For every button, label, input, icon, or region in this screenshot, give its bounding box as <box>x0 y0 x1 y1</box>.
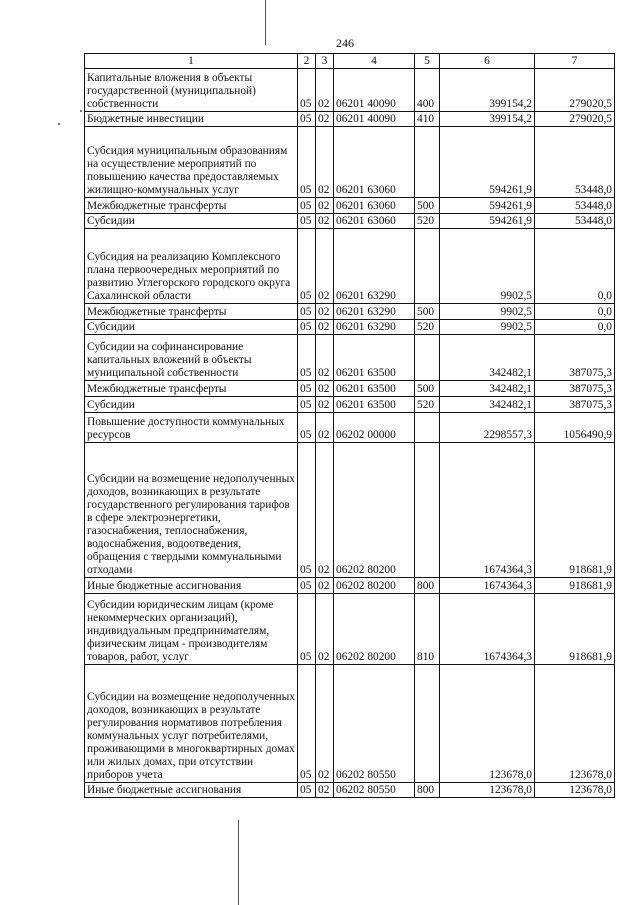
row-target-article: 06201 40090 <box>334 112 415 127</box>
table-row <box>85 665 615 783</box>
row-target-article: 06201 63290 <box>334 304 415 320</box>
row-amount-col6: 342482,1 <box>440 381 535 397</box>
table-row <box>85 594 615 665</box>
row-name: Иные бюджетные ассигнования <box>85 578 298 594</box>
column-header: 5 <box>415 54 440 69</box>
table-row <box>85 198 615 214</box>
row-expense-type <box>415 335 440 381</box>
row-section: 05 <box>298 335 316 381</box>
table-row <box>85 229 615 304</box>
row-amount-col7: 279020,5 <box>535 69 615 112</box>
row-amount-col6: 342482,1 <box>440 397 535 413</box>
table-row <box>85 381 615 397</box>
row-name: Субсидия муниципальным образованиям на осуществление мероприятий по повышению качества предоставляемых жилищно-коммунальных услуг <box>85 127 298 198</box>
row-subsection: 02 <box>316 594 334 665</box>
row-name: Иные бюджетные ассигнования <box>85 783 298 798</box>
row-name: Межбюджетные трансферты <box>85 304 298 320</box>
row-section: 05 <box>298 665 316 783</box>
row-name: Субсидии на возмещение недополученных доходов, возникающих в результате регулирования нормативов потребления коммунальных услуг потребителями, проживающими в многоквартирных домах или жилых домах, при отсутствии приборов учета <box>85 665 298 783</box>
row-target-article: 06202 00000 <box>334 413 415 443</box>
row-expense-type: 520 <box>415 320 440 335</box>
row-subsection: 02 <box>316 127 334 198</box>
row-amount-col6: 594261,9 <box>440 198 535 214</box>
row-target-article: 06201 63060 <box>334 198 415 214</box>
row-section: 05 <box>298 112 316 127</box>
row-name: Капитальные вложения в объекты государственной (муниципальной) собственности <box>85 69 298 112</box>
row-amount-col6: 9902,5 <box>440 320 535 335</box>
row-expense-type: 400 <box>415 69 440 112</box>
row-amount-col7: 387075,3 <box>535 381 615 397</box>
row-amount-col6: 123678,0 <box>440 665 535 783</box>
row-amount-col7: 123678,0 <box>535 783 615 798</box>
row-section: 05 <box>298 413 316 443</box>
row-amount-col6: 1674364,3 <box>440 443 535 578</box>
row-amount-col6: 2298557,3 <box>440 413 535 443</box>
row-section: 05 <box>298 320 316 335</box>
scan-artifact-dot <box>58 123 60 125</box>
row-expense-type <box>415 127 440 198</box>
row-section: 05 <box>298 594 316 665</box>
table-row <box>85 127 615 198</box>
row-expense-type: 800 <box>415 578 440 594</box>
table-header-row <box>85 54 615 69</box>
row-name: Субсидии на софинансирование капитальных вложений в объекты муниципальной собственности <box>85 335 298 381</box>
row-target-article: 06201 63500 <box>334 335 415 381</box>
row-subsection: 02 <box>316 69 334 112</box>
row-amount-col7: 123678,0 <box>535 665 615 783</box>
row-amount-col6: 399154,2 <box>440 112 535 127</box>
row-name: Межбюджетные трансферты <box>85 198 298 214</box>
row-expense-type: 810 <box>415 594 440 665</box>
scan-artifact-dot <box>80 110 82 112</box>
row-subsection: 02 <box>316 381 334 397</box>
row-section: 05 <box>298 304 316 320</box>
row-target-article: 06201 63060 <box>334 214 415 229</box>
row-section: 05 <box>298 783 316 798</box>
row-amount-col7: 0,0 <box>535 229 615 304</box>
row-subsection: 02 <box>316 578 334 594</box>
budget-table <box>84 53 615 798</box>
row-target-article: 06201 63500 <box>334 381 415 397</box>
row-target-article: 06202 80550 <box>334 783 415 798</box>
row-subsection: 02 <box>316 198 334 214</box>
row-target-article: 06202 80550 <box>334 665 415 783</box>
row-target-article: 06201 63500 <box>334 397 415 413</box>
table-row <box>85 320 615 335</box>
row-subsection: 02 <box>316 335 334 381</box>
row-target-article: 06202 80200 <box>334 578 415 594</box>
row-subsection: 02 <box>316 665 334 783</box>
row-target-article: 06201 40090 <box>334 69 415 112</box>
row-amount-col6: 594261,9 <box>440 127 535 198</box>
scan-artifact-line <box>238 820 239 905</box>
column-header: 2 <box>298 54 316 69</box>
row-amount-col6: 9902,5 <box>440 229 535 304</box>
row-subsection: 02 <box>316 214 334 229</box>
row-amount-col7: 1056490,9 <box>535 413 615 443</box>
row-name: Субсидии <box>85 397 298 413</box>
column-header: 3 <box>316 54 334 69</box>
row-subsection: 02 <box>316 443 334 578</box>
row-amount-col7: 0,0 <box>535 320 615 335</box>
row-subsection: 02 <box>316 320 334 335</box>
row-name: Субсидия на реализацию Комплексного плана первоочередных мероприятий по развитию Углегорского городского округа Сахалинской области <box>85 229 298 304</box>
table-row <box>85 413 615 443</box>
column-header: 1 <box>85 54 298 69</box>
row-amount-col6: 1674364,3 <box>440 578 535 594</box>
table-row <box>85 304 615 320</box>
table-row <box>85 783 615 798</box>
row-section: 05 <box>298 443 316 578</box>
column-header: 6 <box>440 54 535 69</box>
row-name: Субсидии на возмещение недополученных доходов, возникающих в результате государственного регулирования тарифов в сфере электроэнергетики, газоснабжения, теплоснабжения, водоснабжения, водоотведения, обращения с твердыми коммунальными отходами <box>85 443 298 578</box>
row-section: 05 <box>298 229 316 304</box>
row-amount-col7: 53448,0 <box>535 214 615 229</box>
row-target-article: 06202 80200 <box>334 594 415 665</box>
row-section: 05 <box>298 198 316 214</box>
table-body <box>85 54 615 798</box>
row-section: 05 <box>298 397 316 413</box>
row-subsection: 02 <box>316 397 334 413</box>
row-amount-col7: 918681,9 <box>535 594 615 665</box>
page-number: 246 <box>336 36 354 50</box>
row-amount-col7: 0,0 <box>535 304 615 320</box>
row-target-article: 06202 80200 <box>334 443 415 578</box>
column-header: 7 <box>535 54 615 69</box>
row-section: 05 <box>298 69 316 112</box>
table-row <box>85 214 615 229</box>
table-row <box>85 335 615 381</box>
row-target-article: 06201 63060 <box>334 127 415 198</box>
row-amount-col6: 594261,9 <box>440 214 535 229</box>
row-expense-type <box>415 229 440 304</box>
column-header: 4 <box>334 54 415 69</box>
row-expense-type: 410 <box>415 112 440 127</box>
row-expense-type: 500 <box>415 304 440 320</box>
table-row <box>85 443 615 578</box>
row-target-article: 06201 63290 <box>334 320 415 335</box>
row-expense-type <box>415 665 440 783</box>
table-row <box>85 397 615 413</box>
row-expense-type <box>415 443 440 578</box>
row-amount-col6: 1674364,3 <box>440 594 535 665</box>
row-section: 05 <box>298 381 316 397</box>
row-amount-col7: 53448,0 <box>535 127 615 198</box>
row-amount-col7: 387075,3 <box>535 397 615 413</box>
row-name: Субсидии юридическим лицам (кроме некоммерческих организаций), индивидуальным предпринимателям, физическим лицам - производителям товаров, работ, услуг <box>85 594 298 665</box>
row-expense-type: 500 <box>415 198 440 214</box>
row-name: Межбюджетные трансферты <box>85 381 298 397</box>
row-section: 05 <box>298 214 316 229</box>
row-amount-col7: 918681,9 <box>535 578 615 594</box>
row-subsection: 02 <box>316 413 334 443</box>
row-section: 05 <box>298 127 316 198</box>
row-amount-col6: 123678,0 <box>440 783 535 798</box>
row-target-article: 06201 63290 <box>334 229 415 304</box>
row-subsection: 02 <box>316 229 334 304</box>
row-amount-col7: 279020,5 <box>535 112 615 127</box>
row-expense-type: 520 <box>415 214 440 229</box>
row-name: Субсидии <box>85 320 298 335</box>
row-amount-col7: 53448,0 <box>535 198 615 214</box>
row-name: Бюджетные инвестиции <box>85 112 298 127</box>
row-amount-col6: 399154,2 <box>440 69 535 112</box>
row-section: 05 <box>298 578 316 594</box>
table-row <box>85 578 615 594</box>
row-subsection: 02 <box>316 783 334 798</box>
row-amount-col6: 9902,5 <box>440 304 535 320</box>
row-amount-col6: 342482,1 <box>440 335 535 381</box>
row-name: Повышение доступности коммунальных ресурсов <box>85 413 298 443</box>
table-row <box>85 69 615 112</box>
row-amount-col7: 918681,9 <box>535 443 615 578</box>
row-expense-type: 800 <box>415 783 440 798</box>
row-expense-type: 520 <box>415 397 440 413</box>
row-subsection: 02 <box>316 112 334 127</box>
row-name: Субсидии <box>85 214 298 229</box>
row-amount-col7: 387075,3 <box>535 335 615 381</box>
table-row <box>85 112 615 127</box>
row-expense-type: 500 <box>415 381 440 397</box>
row-expense-type <box>415 413 440 443</box>
row-subsection: 02 <box>316 304 334 320</box>
